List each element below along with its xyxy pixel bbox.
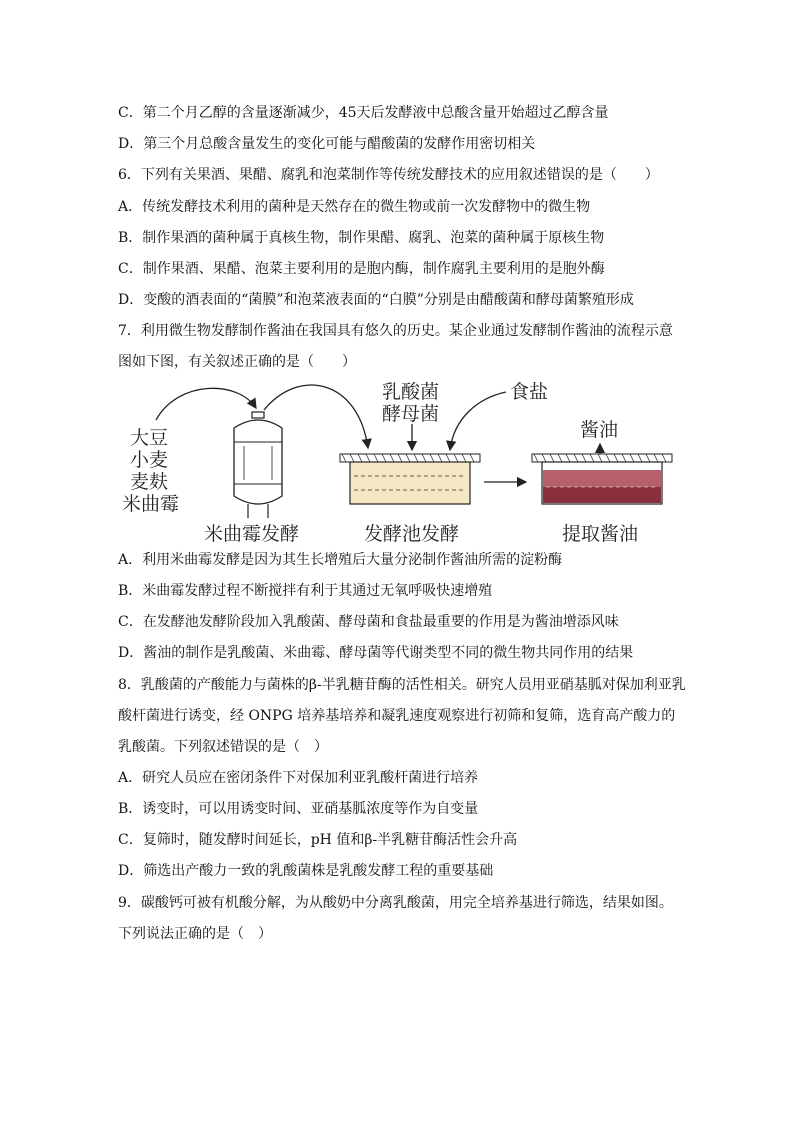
q7-option-b: B．米曲霉发酵过程不断搅拌有利于其通过无氧呼吸快速增殖 <box>118 583 493 599</box>
stage-3-caption: 提取酱油 <box>562 523 639 545</box>
arrow-ingredients-to-fermenter <box>156 388 256 420</box>
q6-option-d: D．变酸的酒表面的“菌膜”和泡菜液表面的“白膜”分别是由醋酸菌和酵母菌繁殖形成 <box>118 292 634 308</box>
ingredient-aspergillus: 米曲霉 <box>122 493 180 515</box>
q5-option-c: C．第二个月乙醇的含量逐渐减少，45天后发酵液中总酸含量开始超过乙醇含量 <box>118 105 609 121</box>
ingredient-wheat: 小麦 <box>130 449 169 471</box>
microbe-lactobacillus: 乳酸菌 <box>382 381 440 403</box>
question-7-stem: 7．利用微生物发酵制作酱油在我国具有悠久的历史。某企业通过发酵制作酱油的流程示意 <box>118 323 673 339</box>
salt-label: 食盐 <box>510 381 549 403</box>
microbe-yeast: 酵母菌 <box>382 403 440 425</box>
soy-sauce-process-diagram <box>118 378 678 550</box>
q8-option-c: C．复筛时，随发酵时间延长，pH 值和β-半乳糖苷酶活性会升高 <box>118 832 518 848</box>
question-7-stem-cont: 图如下图，有关叙述正确的是（ ） <box>118 354 356 370</box>
q8-option-a: A．研究人员应在密闭条件下对保加利亚乳酸杆菌进行培养 <box>118 770 479 786</box>
question-8-stem-cont: 酸杆菌进行诱变，经 ONPG 培养基培养和凝乳速度观察进行初筛和复筛，选育高产酸力的 <box>118 708 676 724</box>
ingredient-soybean: 大豆 <box>130 427 169 449</box>
q8-option-b: B．诱变时，可以用诱变时间、亚硝基胍浓度等作为自变量 <box>118 801 479 817</box>
product-soy-sauce: 酱油 <box>580 419 619 441</box>
q6-option-a: A．传统发酵技术利用的菌种是天然存在的微生物或前一次发酵物中的微生物 <box>118 199 591 215</box>
q8-option-d: D．筛选出产酸力一致的乳酸菌株是乳酸发酵工程的重要基础 <box>118 863 494 879</box>
stage-1-caption: 米曲霉发酵 <box>204 523 300 545</box>
soy-sauce-lower-layer <box>543 487 661 503</box>
stage-2-caption: 发酵池发酵 <box>364 523 460 545</box>
pool-contents <box>350 462 470 504</box>
q5-option-d: D．第三个月总酸含量发生的变化可能与醋酸菌的发酵作用密切相关 <box>118 136 536 152</box>
question-8-stem-end: 乳酸菌。下列叙述错误的是（ ） <box>118 739 328 755</box>
soy-sauce-upper-layer <box>543 470 661 487</box>
q7-option-d: D．酱油的制作是乳酸菌、米曲霉、酵母菌等代谢类型不同的微生物共同作用的结果 <box>118 645 634 661</box>
question-6-stem: 6．下列有关果酒、果醋、腐乳和泡菜制作等传统发酵技术的应用叙述错误的是（ ） <box>118 167 659 183</box>
extraction-tank <box>532 454 672 504</box>
question-9-stem: 9．碳酸钙可被有机酸分解，为从酸奶中分离乳酸菌，用完全培养基进行筛选，结果如图。 <box>118 895 673 911</box>
arrow-salt-to-pool <box>450 392 506 450</box>
ingredient-bran: 麦麸 <box>130 471 169 493</box>
q6-option-b: B．制作果酒的菌种属于真核生物，制作果醋、腐乳、泡菜的菌种属于原核生物 <box>118 230 605 246</box>
q7-option-a: A．利用米曲霉发酵是因为其生长增殖后大量分泌制作酱油所需的淀粉酶 <box>118 552 563 568</box>
fermentation-pool <box>340 454 480 504</box>
question-8-stem: 8．乳酸菌的产酸能力与菌株的β-半乳糖苷酶的活性相关。研究人员用亚硝基胍对保加利亚乳 <box>118 677 686 693</box>
question-9-stem-cont: 下列说法正确的是（ ） <box>118 926 272 942</box>
q7-option-c: C．在发酵池发酵阶段加入乳酸菌、酵母菌和食盐最重要的作用是为酱油增添风味 <box>118 614 619 630</box>
q6-option-c: C．制作果酒、果醋、泡菜主要利用的是胞内酶，制作腐乳主要利用的是胞外酶 <box>118 261 605 277</box>
fermenter-vessel <box>234 412 282 518</box>
